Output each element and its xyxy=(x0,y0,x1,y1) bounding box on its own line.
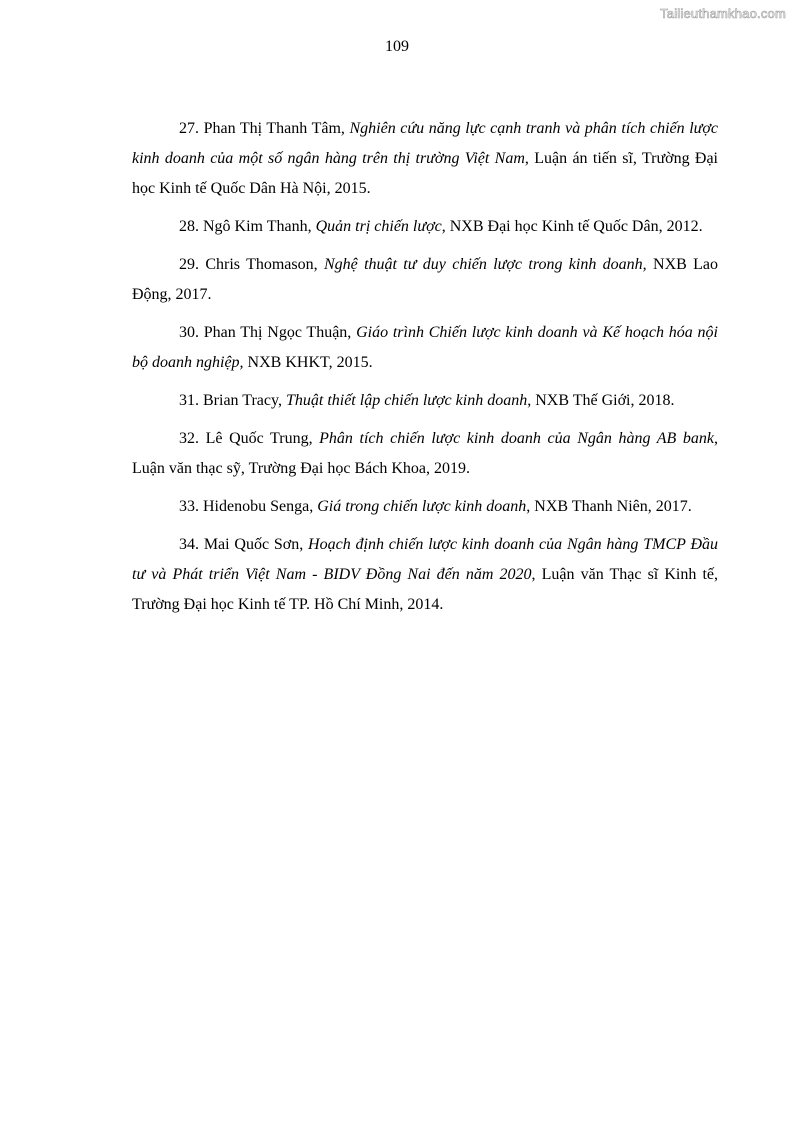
reference-number: 28. xyxy=(179,218,199,235)
reference-title: Giá trong chiến lược kinh doanh xyxy=(317,498,527,515)
reference-details: , Luận án tiến sĩ, Trường Đại học Kinh tế Quốc Dân Hà Nội, 2015. xyxy=(132,150,719,197)
reference-author: Phan Thị Ngọc Thuận, xyxy=(203,324,357,341)
reference-details: , NXB Thế Giới, 2018. xyxy=(527,392,675,409)
reference-details: , Luận văn thạc sỹ, Trường Đại học Bách Khoa, 2019. xyxy=(132,430,718,477)
reference-title: Thuật thiết lập chiến lược kinh doanh xyxy=(285,392,528,409)
reference-details: NXB KHKT, 2015. xyxy=(243,354,373,371)
reference-item-31 xyxy=(132,386,718,416)
reference-item-27 xyxy=(132,114,718,204)
reference-list xyxy=(132,114,718,628)
reference-number: 32. xyxy=(179,430,199,447)
reference-details: , NXB Đại học Kinh tế Quốc Dân, 2012. xyxy=(441,218,703,235)
reference-number: 34. xyxy=(179,536,199,553)
reference-author: Phan Thị Thanh Tâm, xyxy=(203,120,350,137)
reference-author: Mai Quốc Sơn, xyxy=(203,536,309,553)
reference-title: Quản trị chiến lược xyxy=(315,218,442,235)
reference-item-32 xyxy=(132,424,718,484)
reference-title: Nghệ thuật tư duy chiến lược trong kinh doanh, xyxy=(323,256,647,273)
watermark-text: Tailieuthamkhao.com xyxy=(660,6,786,21)
reference-title: Nghiên cứu năng lực cạnh tranh và phân tích chiến lược kinh doanh của một số ngân hàng trên thị trường Việt Nam xyxy=(132,120,719,167)
reference-item-30 xyxy=(132,318,718,378)
reference-author: Lê Quốc Trung, xyxy=(205,430,320,447)
reference-number: 27. xyxy=(179,120,199,137)
reference-item-33 xyxy=(132,492,718,522)
reference-title: Giáo trình Chiến lược kinh doanh và Kế hoạch hóa nội bộ doanh nghiệp, xyxy=(132,324,718,371)
reference-number: 31. xyxy=(179,392,199,409)
reference-number: 29. xyxy=(179,256,199,273)
reference-title: Phân tích chiến lược kinh doanh của Ngân hàng AB bank xyxy=(319,430,714,447)
reference-author: Chris Thomason, xyxy=(205,256,324,273)
reference-author: Hidenobu Senga, xyxy=(203,498,318,515)
reference-number: 33. xyxy=(179,498,199,515)
reference-details: NXB Lao Động, 2017. xyxy=(132,256,719,303)
reference-author: Ngô Kim Thanh, xyxy=(203,218,316,235)
reference-details: , Luận văn Thạc sĩ Kinh tế, Trường Đại học Kinh tế TP. Hồ Chí Minh, 2014. xyxy=(132,566,718,613)
reference-item-28 xyxy=(132,212,718,242)
page-number: 109 xyxy=(385,38,409,55)
reference-item-29 xyxy=(132,250,718,310)
reference-number: 30. xyxy=(179,324,199,341)
reference-details: , NXB Thanh Niên, 2017. xyxy=(526,498,692,515)
reference-item-34 xyxy=(132,530,718,620)
reference-author: Brian Tracy, xyxy=(203,392,286,409)
reference-title: Hoạch định chiến lược kinh doanh của Ngân hàng TMCP Đầu tư và Phát triển Việt Nam - BIDV Đồng Nai đến năm 2020 xyxy=(132,536,718,583)
